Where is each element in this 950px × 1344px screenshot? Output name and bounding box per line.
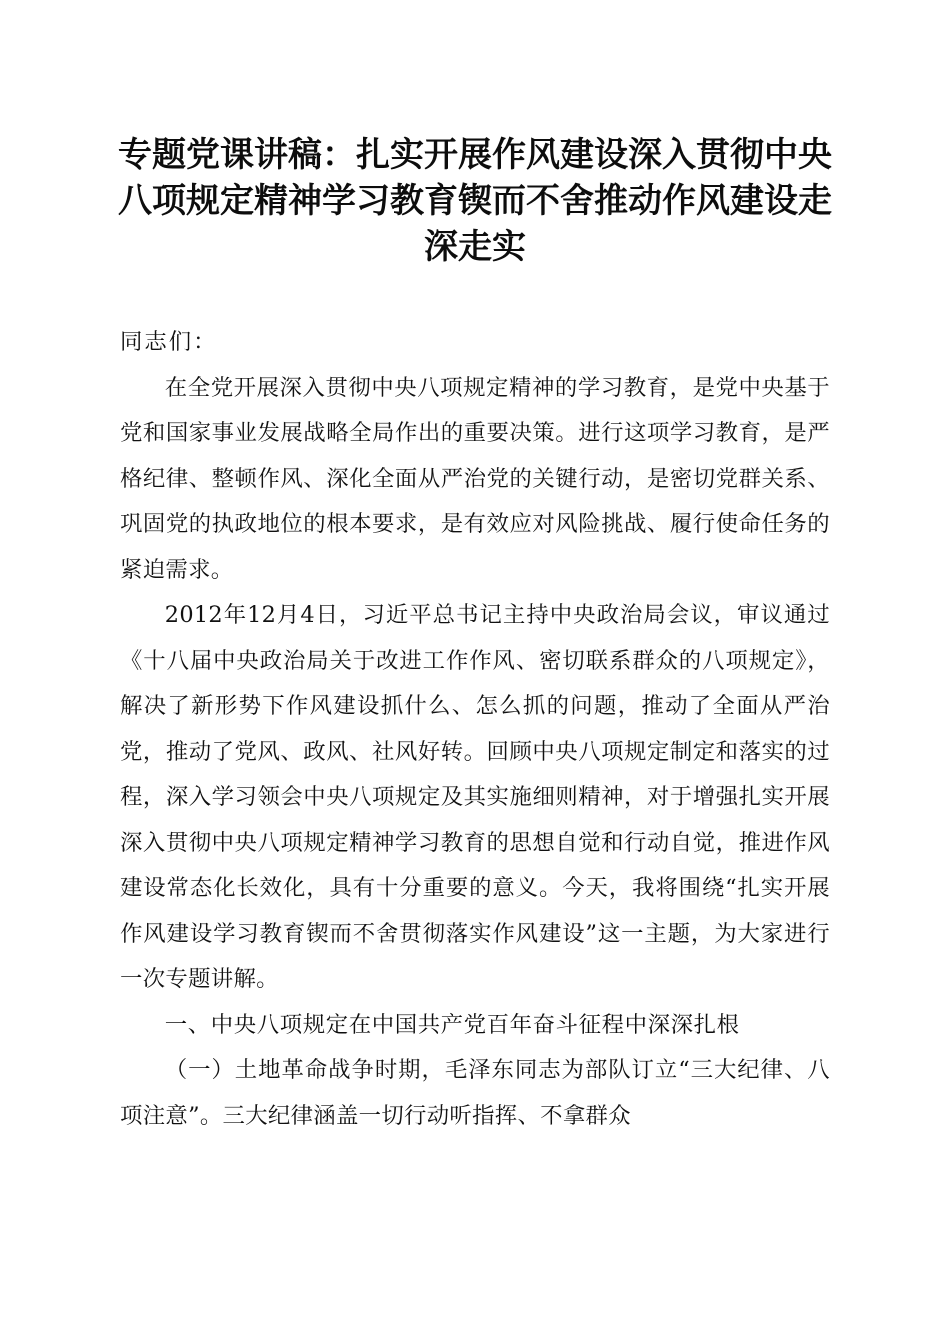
- paragraph-intro: 在全党开展深入贯彻中央八项规定精神的学习教育，是党中央基于党和国家事业发展战略全局作出的重要决策。进行这项学习教育，是严格纪律、整顿作风、深化全面从严治党的关键行动，是密切党群关系、巩固党的执政地位的根本要求，是有效应对风险挑战、履行使命任务的紧迫需求。: [120, 374, 830, 583]
- paragraph-subsection: （一）土地革命战争时期，毛泽东同志为部队订立“三大纪律、八项注意”。三大纪律涵盖一切行动听指挥、不拿群众: [120, 1057, 830, 1129]
- paragraph-background: 2012年12月4日，习近平总书记主持中央政治局会议，审议通过《十八届中央政治局关于改进工作作风、密切联系群众的八项规定》，解决了新形势下作风建设抓什么、怎么抓的问题，推动了全面从严治党，推动了党风、政风、社风好转。回顾中央八项规定制定和落实的过程，深入学习领会中央八项规定及其实施细则精神，对于增强扎实开展深入贯彻中央八项规定精神学习教育的思想自觉和行动自觉，推进作风建设常态化长效化，具有十分重要的意义。今天，我将围绕“扎实开展作风建设学习教育锲而不舍贯彻落实作风建设”这一主题，为大家进行一次专题讲解。: [120, 602, 830, 992]
- document-title: 专题党课讲稿：扎实开展作风建设深入贯彻中央八项规定精神学习教育锲而不舍推动作风建设走深走实: [118, 135, 832, 267]
- section-heading: 一、中央八项规定在中国共产党百年奋斗征程中深深扎根: [164, 1011, 740, 1038]
- salutation: 同志们：: [120, 329, 218, 355]
- document-body: [120, 320, 830, 1139]
